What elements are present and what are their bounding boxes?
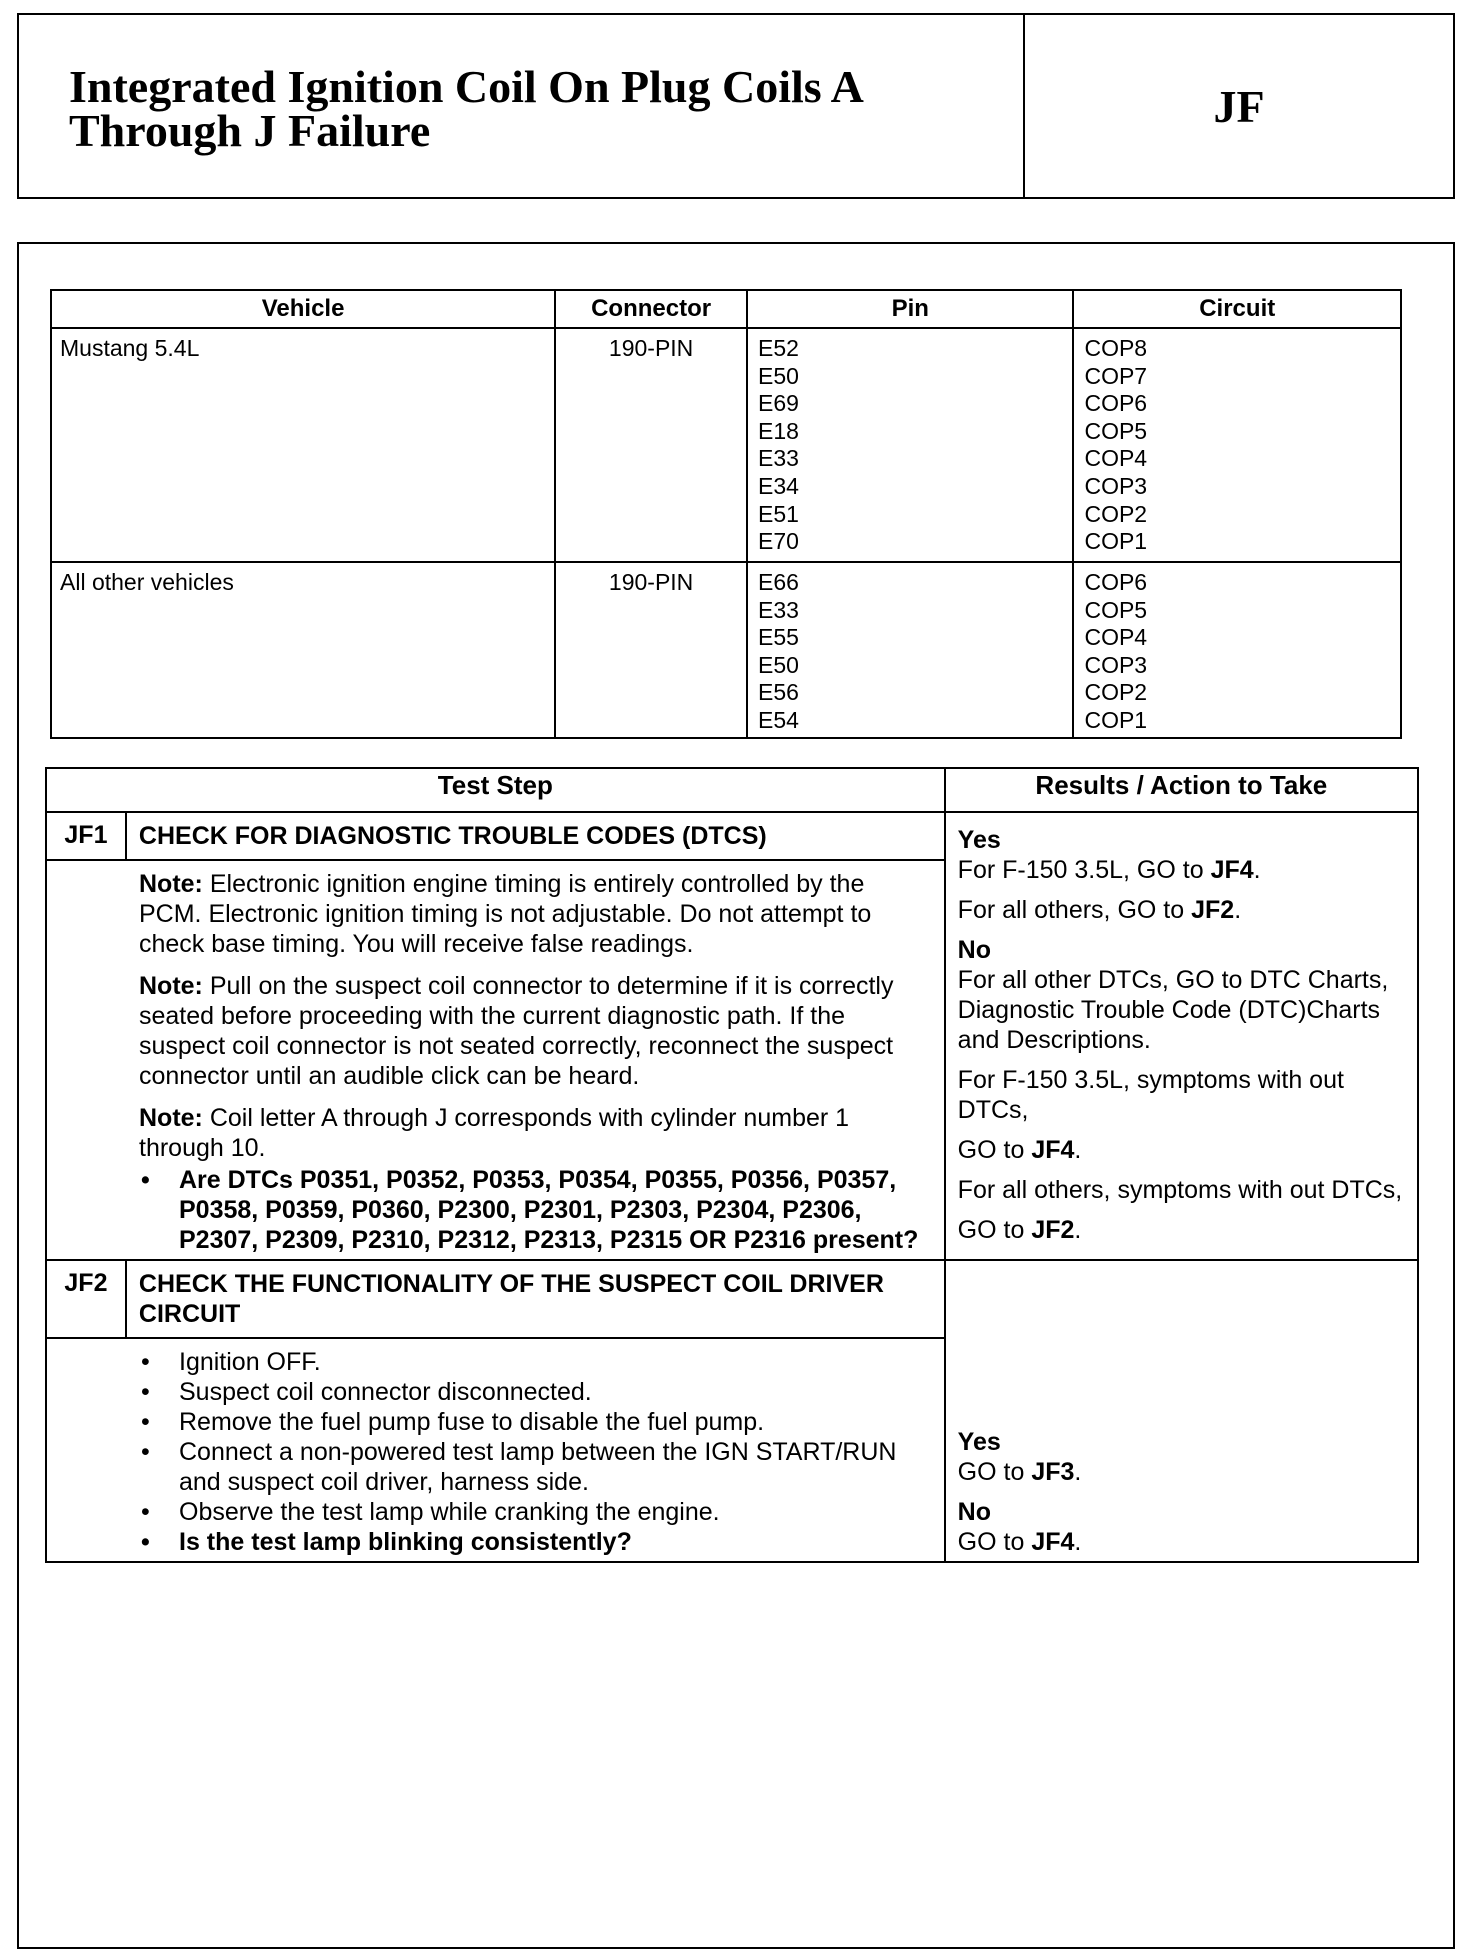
col-header-vehicle: Vehicle bbox=[51, 290, 555, 328]
result-no-label: No bbox=[957, 1498, 991, 1526]
step-jf2-title-row bbox=[46, 1260, 1418, 1338]
section-code: JF bbox=[1213, 80, 1265, 132]
pin-value: E54 bbox=[758, 706, 799, 733]
circuit-value: COP5 bbox=[1084, 417, 1148, 444]
pin-value: E69 bbox=[758, 390, 799, 417]
title-line-2: Through J Failure bbox=[69, 105, 431, 156]
step-body bbox=[46, 860, 945, 1260]
col-header-pin: Pin bbox=[747, 290, 1073, 328]
pin-value: E70 bbox=[758, 528, 799, 555]
circuit-cell bbox=[1073, 562, 1401, 738]
step-instruction: • Suspect coil connector disconnected. bbox=[139, 1377, 924, 1407]
table-row bbox=[51, 328, 1401, 562]
goto-link[interactable]: JF4 bbox=[1031, 1528, 1075, 1556]
col-header-circuit: Circuit bbox=[1073, 290, 1401, 328]
col-header-connector: Connector bbox=[555, 290, 747, 328]
vehicle-cell: All other vehicles bbox=[51, 562, 555, 738]
circuit-value: COP2 bbox=[1084, 679, 1148, 706]
goto-link[interactable]: JF2 bbox=[1031, 1216, 1075, 1244]
test-step-table bbox=[45, 767, 1419, 1563]
step-question: • Are DTCs P0351, P0352, P0353, P0354, P0355, P0356, P0357, P0358, P0359, P0360, P2300, P2301, P2303, P2304, P2306, P2307, P2309, P2310, P2312, P2313, P2315 OR P2316 present? bbox=[139, 1165, 924, 1255]
circuit-value: COP3 bbox=[1084, 651, 1148, 678]
connector-cell: 190-PIN bbox=[555, 328, 747, 562]
result-yes-label: Yes bbox=[957, 1428, 1001, 1456]
pin-table-header bbox=[51, 290, 1401, 328]
result-text: For F-150 3.5L, symptoms with out DTCs, bbox=[957, 1066, 1344, 1124]
step-jf1-results: Yes For F-150 3.5L, GO to JF4. For all others, GO to JF2. No For all other DTCs, GO to DTC Charts, Diagnostic Trouble Code (DTC)Charts and Descriptions. For F-150 3.5L, symptoms with out DTCs, GO to JF4. For all others, symptoms with out DTCs, GO to JF2. bbox=[945, 812, 1418, 1260]
col-header-test-step: Test Step bbox=[46, 768, 945, 812]
step-jf2-results: Yes GO to JF3. No GO to JF4. bbox=[945, 1260, 1418, 1562]
circuit-value: COP7 bbox=[1084, 362, 1148, 389]
circuit-cell bbox=[1073, 328, 1401, 562]
pin-value: E56 bbox=[758, 679, 799, 706]
step-list bbox=[139, 1347, 924, 1557]
pin-table bbox=[50, 289, 1402, 739]
note bbox=[139, 1103, 924, 1163]
note-label: Note: bbox=[139, 870, 203, 898]
pin-value: E50 bbox=[758, 362, 799, 389]
result-text: For F-150 3.5L, GO to bbox=[957, 856, 1211, 884]
result-text: For all other DTCs, GO to DTC Charts, Diagnostic Trouble Code (DTC)Charts and Descriptions. bbox=[957, 966, 1389, 1054]
circuit-value: COP5 bbox=[1084, 596, 1148, 623]
result-text: GO to bbox=[957, 1458, 1032, 1486]
note bbox=[139, 971, 924, 1091]
note-label: Note: bbox=[139, 1104, 203, 1132]
note-text: Pull on the suspect coil connector to determine if it is correctly seated before proceeding with the current diagnostic path. If the suspect coil connector is not seated correctly, reconnect the suspect connector until an audible click can be heard. bbox=[139, 972, 894, 1090]
circuit-value: COP6 bbox=[1084, 569, 1148, 595]
step-instruction: • Observe the test lamp while cranking the engine. bbox=[139, 1497, 924, 1527]
circuit-value: COP6 bbox=[1084, 390, 1148, 417]
step-instruction: • Connect a non-powered test lamp between the IGN START/RUN and suspect coil driver, harness side. bbox=[139, 1437, 924, 1497]
pin-value: E51 bbox=[758, 500, 799, 527]
pin-value: E52 bbox=[758, 335, 799, 361]
page-title bbox=[69, 61, 1009, 156]
step-id: JF2 bbox=[46, 1260, 126, 1338]
goto-link[interactable]: JF2 bbox=[1191, 896, 1235, 924]
vehicle-cell: Mustang 5.4L bbox=[51, 328, 555, 562]
pin-value: E66 bbox=[758, 569, 799, 595]
note-text: Coil letter A through J corresponds with cylinder number 1 through 10. bbox=[139, 1104, 850, 1162]
note-text: Electronic ignition engine timing is entirely controlled by the PCM. Electronic ignition timing is not adjustable. Do not attempt to check base timing. You will receive false readings. bbox=[139, 870, 872, 958]
circuit-value: COP4 bbox=[1084, 445, 1148, 472]
pin-value: E34 bbox=[758, 472, 799, 499]
col-header-results: Results / Action to Take bbox=[945, 768, 1418, 812]
pin-value: E18 bbox=[758, 417, 799, 444]
step-jf1-title-row bbox=[46, 812, 1418, 860]
title-line-1: Integrated Ignition Coil On Plug Coils A bbox=[69, 61, 864, 112]
page-header bbox=[17, 13, 1455, 199]
step-table-header bbox=[46, 768, 1418, 812]
result-text: For all others, symptoms with out DTCs, bbox=[957, 1176, 1403, 1204]
result-yes-label: Yes bbox=[957, 826, 1001, 854]
circuit-value: COP2 bbox=[1084, 500, 1148, 527]
step-instruction: • Ignition OFF. bbox=[139, 1347, 924, 1377]
goto-link[interactable]: JF4 bbox=[1210, 856, 1254, 884]
step-instruction: • Remove the fuel pump fuse to disable the fuel pump. bbox=[139, 1407, 924, 1437]
result-text: For all others, GO to bbox=[957, 896, 1192, 924]
pin-cell bbox=[747, 562, 1073, 738]
step-list bbox=[139, 1165, 924, 1255]
result-text: GO to bbox=[957, 1216, 1032, 1244]
circuit-value: COP4 bbox=[1084, 624, 1148, 651]
pin-value: E33 bbox=[758, 596, 799, 623]
goto-link[interactable]: JF3 bbox=[1031, 1458, 1075, 1486]
connector-cell: 190-PIN bbox=[555, 562, 747, 738]
circuit-value: COP1 bbox=[1084, 528, 1148, 555]
table-row bbox=[51, 562, 1401, 738]
circuit-value: COP1 bbox=[1084, 706, 1148, 733]
step-title: CHECK THE FUNCTIONALITY OF THE SUSPECT COIL DRIVER CIRCUIT bbox=[126, 1260, 945, 1338]
circuit-value: COP3 bbox=[1084, 472, 1148, 499]
note-label: Note: bbox=[139, 972, 203, 1000]
result-text: GO to bbox=[957, 1528, 1032, 1556]
circuit-value: COP8 bbox=[1084, 335, 1148, 361]
goto-link[interactable]: JF4 bbox=[1031, 1136, 1075, 1164]
step-title: CHECK FOR DIAGNOSTIC TROUBLE CODES (DTCS) bbox=[126, 812, 945, 860]
result-text: GO to bbox=[957, 1136, 1032, 1164]
note bbox=[139, 869, 924, 959]
step-question: • Is the test lamp blinking consistently? bbox=[139, 1527, 924, 1557]
step-id: JF1 bbox=[46, 812, 126, 860]
step-body bbox=[46, 1338, 945, 1562]
result-no-label: No bbox=[957, 936, 991, 964]
pin-value: E33 bbox=[758, 445, 799, 472]
pin-value: E50 bbox=[758, 651, 799, 678]
pin-value: E55 bbox=[758, 624, 799, 651]
pin-cell bbox=[747, 328, 1073, 562]
